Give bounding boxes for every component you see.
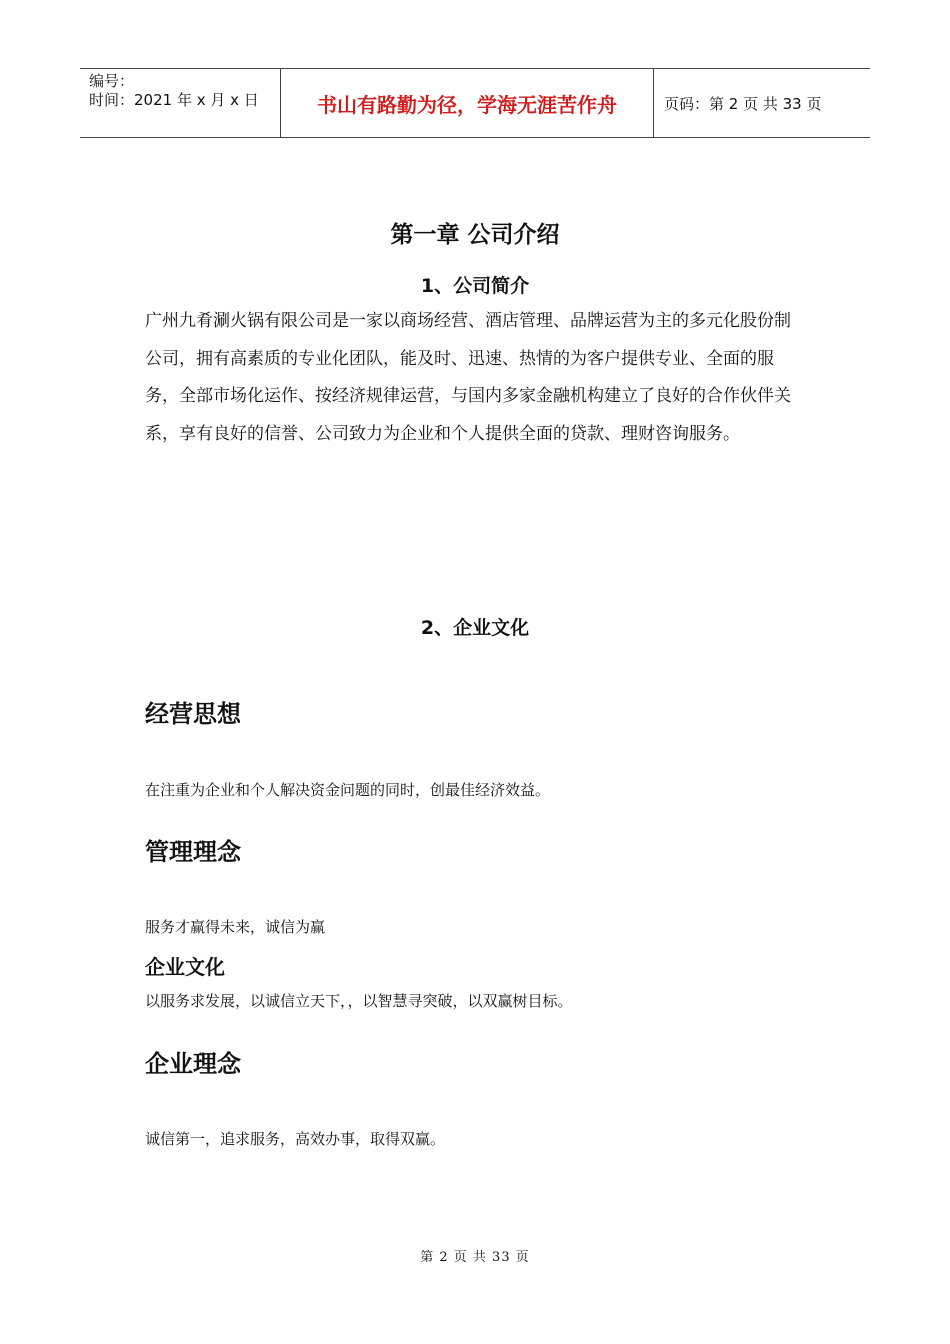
text-business-thought: 在注重为企业和个人解决资金问题的同时，创最佳经济效益。 (145, 781, 551, 799)
heading-corporate-philosophy: 企业理念 (145, 1050, 241, 1078)
number-label: 编号： (89, 72, 135, 90)
header-meta-cell (80, 69, 281, 137)
page-info-text: 页码：第 2 页 共 33 页 (664, 94, 822, 113)
section-title-corporate-culture: 2、企业文化 (420, 617, 530, 639)
text-corporate-culture: 以服务求发展，以诚信立天下，，以智慧寻突破，以双赢树目标。 (145, 992, 573, 1010)
time-label: 时间：2021 年 x 月 x 日 (89, 91, 259, 109)
section-title-company-intro: 1、公司简介 (420, 275, 530, 297)
page-footer: 第 2 页 共 33 页 (420, 1250, 530, 1265)
company-intro-paragraph: 广州九肴涮火锅有限公司是一家以商场经营、酒店管理、品牌运营为主的多元化股份制公司，拥有高素质的专业化团队，能及时、迅速、热情的为客户提供专业、全面的服务，全部市场化运作、按经济规律运营，与国内多家金融机构建立了良好的合作伙伴关系，享有良好的信誉、公司致力为企业和个人提供全面的贷款、理财咨询服务。 (145, 311, 791, 444)
motto-cell (281, 69, 654, 137)
text-corporate-philosophy: 诚信第一，追求服务，高效办事，取得双赢。 (145, 1130, 446, 1148)
text-management-concept: 服务才赢得未来，诚信为赢 (145, 918, 326, 936)
heading-management-concept: 管理理念 (145, 838, 241, 866)
page-info-cell (654, 69, 870, 137)
header-table (80, 68, 870, 138)
heading-corporate-culture: 企业文化 (145, 955, 225, 979)
chapter-title: 第一章 公司介绍 (390, 222, 560, 248)
heading-business-thought: 经营思想 (145, 700, 241, 728)
motto-text: 书山有路勤为径，学海无涯苦作舟 (317, 92, 617, 117)
